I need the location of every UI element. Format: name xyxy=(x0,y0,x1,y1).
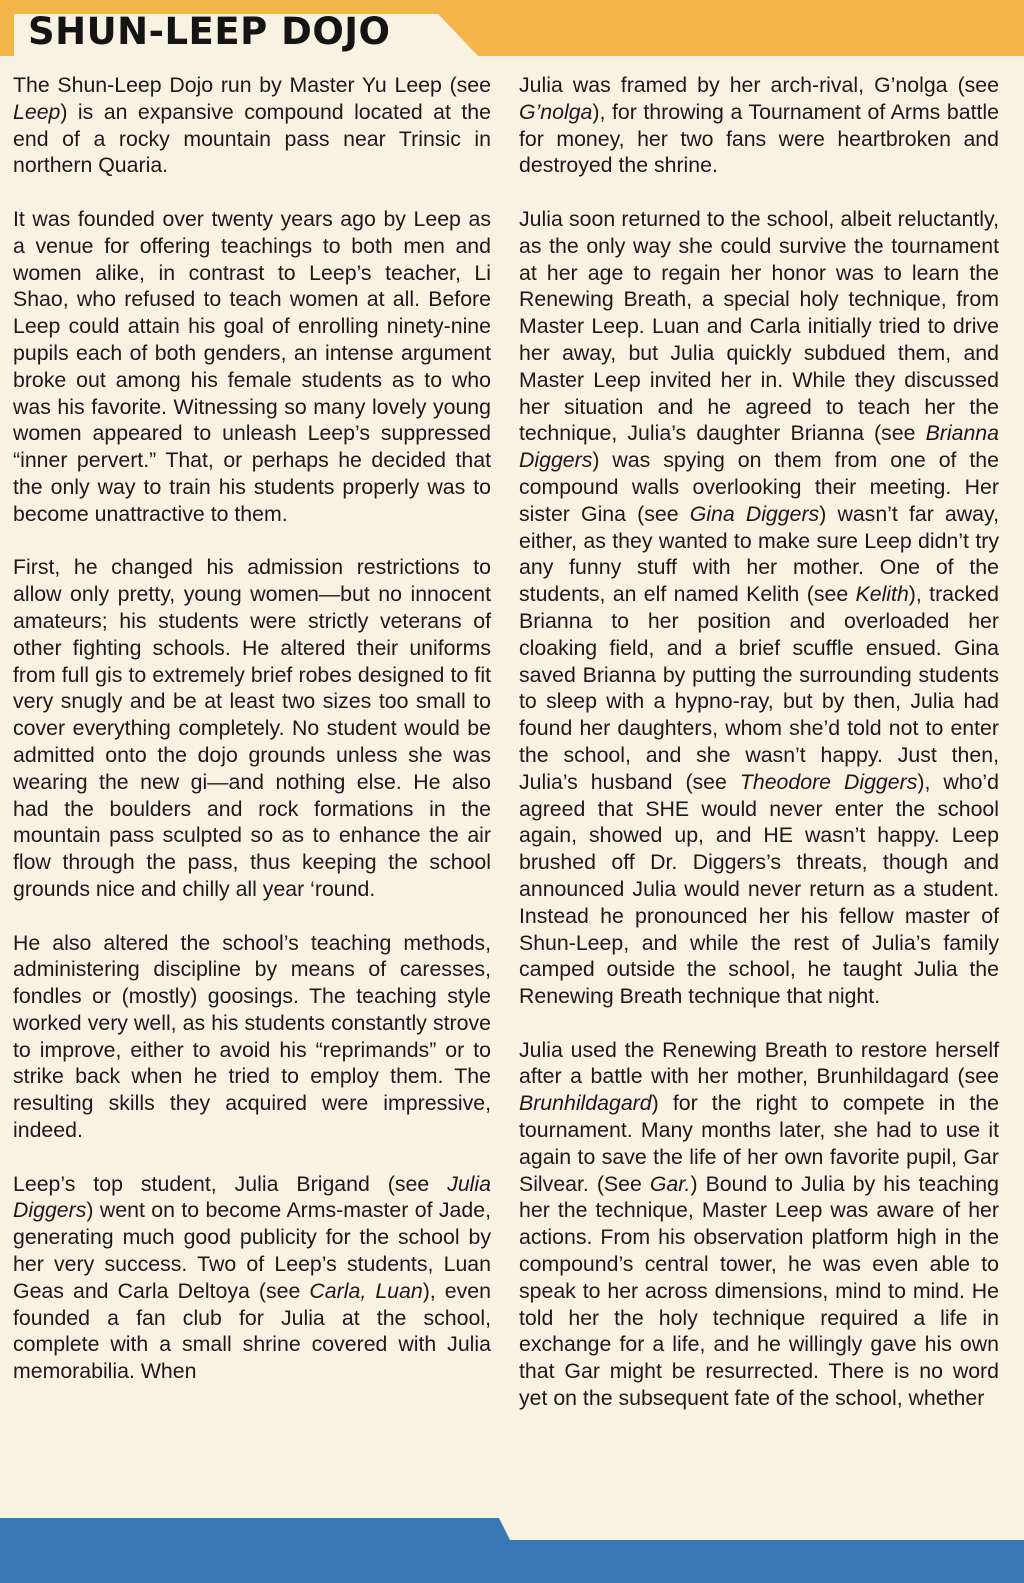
paragraph-text: Julia used the Renewing Breath to restore herself after a battle with her mother, Brunhildagard (see xyxy=(519,1037,999,1089)
cross-reference: Kelith xyxy=(855,582,909,607)
paragraph-text: The Shun-Leep Dojo run by Master Yu Leep (see xyxy=(13,73,491,97)
paragraph-text: ) went on to become Arms-master of Jade, generating much good publicity for the school by her very success. Two of Leep’s students, Luan Geas and Carla Deltoya (see xyxy=(13,1198,491,1303)
paragraph xyxy=(13,930,491,1144)
cross-reference: Gar. xyxy=(649,1171,691,1196)
paragraph xyxy=(519,1037,999,1412)
paragraph-text: First, he changed his admission restrictions to allow only pretty, young women—but no innocent amateurs; his students were strictly veterans of other fighting schools. He altered their uniforms from full gis to extremely brief robes designed to fit very snugly and be at least two sizes too small to cover everything completely. No student would be admitted onto the dojo grounds unless she was wearing the new gi—and nothing else. He also had the boulders and rock formations in the mountain pass sculpted so as to enhance the air flow through the pass, thus keeping the school grounds nice and chilly all year ‘round. xyxy=(13,555,491,901)
footer-text-tab xyxy=(495,1510,1024,1540)
paragraph xyxy=(13,1171,491,1385)
cross-reference: Gina Diggers xyxy=(689,501,820,526)
paragraph-text: ) Bound to Julia by his teaching her the technique, Master Leep was aware of her actions. From his observation platform high in the compound’s central tower, he was even able to speak to her across dimensions, mind to mind. He told her the holy technique required a life in exchange for a life, and he willingly gave his own that Gar might be resurrected. There is no word yet on the subsequent fate of the school, whether xyxy=(519,1171,999,1411)
paragraph-text: ), for throwing a Tournament of Arms battle for money, her two fans were heartbroken and destroyed the shrine. xyxy=(519,99,999,178)
footer-band xyxy=(0,1510,1024,1583)
paragraph xyxy=(13,554,491,902)
paragraph-text: He also altered the school’s teaching methods, administering discipline by means of caresses, fondles or (mostly) goosings. The teaching style worked very well, as his students constantly strove to improve, either to avoid his “reprimands” or to strike back when he tried to employ them. The resulting skills they acquired were impressive, indeed. xyxy=(13,930,491,1143)
cross-reference: Brianna Diggers xyxy=(519,421,999,473)
paragraph-text: ) for the right to compete in the tournament. Many months later, she had to use it again to save the life of her own favorite pupil, Gar Silvear. (See xyxy=(519,1091,999,1196)
paragraph-text: ), tracked Brianna to her position and overloaded her cloaking field, and a brief scuffle ensued. Gina saved Brianna by putting the surrounding students to sleep with a hypno-ray, but by then, Julia had found her daughters, whom she’d told not to enter the school, and she wasn’t happy. Just then, Julia’s husband (see xyxy=(519,582,999,794)
paragraph xyxy=(519,206,999,1010)
paragraph-text: Julia was framed by her arch-rival, G’nolga (see xyxy=(519,73,999,97)
paragraph xyxy=(13,206,491,528)
paragraph xyxy=(13,72,491,179)
paragraph-text: Julia soon returned to the school, albeit reluctantly, as the only way she could survive the tournament at her age to regain her honor was to learn the Renewing Breath, a special holy technique, from Master Leep. Luan and Carla initially tried to drive her away, but Julia quickly subdued them, and Master Leep invited her in. While they discussed her situation and he agreed to teach her the technique, Julia’s daughter Brianna (see xyxy=(519,206,999,446)
right-column xyxy=(519,72,999,1412)
paragraph-text: ) wasn’t far away, either, as they wanted to make sure Leep didn’t try any funny stuff with her mother. One of the students, an elf named Kelith (see xyxy=(519,501,999,607)
paragraph-text: ) is an expansive compound located at the end of a rocky mountain pass near Trinsic in northern Quaria. xyxy=(13,99,491,178)
cross-reference: Leep xyxy=(13,99,61,124)
left-column xyxy=(13,72,491,1385)
cross-reference: Brunhildagard xyxy=(519,1091,652,1116)
paragraph-text: ) was spying on them from one of the compound walls overlooking their meeting. Her sister Gina (see xyxy=(519,448,999,526)
paragraph-text: Leep’s top student, Julia Brigand (see xyxy=(13,1171,448,1196)
cross-reference: G’nolga xyxy=(519,99,593,124)
page-title: SHUN-LEEP DOJO xyxy=(28,10,391,53)
cross-reference: Theodore Diggers xyxy=(739,769,918,794)
header-left-strip xyxy=(0,0,14,56)
paragraph-text: ), even founded a fan club for Julia at the school, complete with a small shrine covered with Julia memorabilia. When xyxy=(13,1278,491,1384)
paragraph-text: ), who’d agreed that SHE would never enter the school again, showed up, and HE wasn’t happy. Leep brushed off Dr. Diggers’s threats, though and announced Julia would never return as a student. Instead he pronounced her his fellow master of Shun-Leep, and while the rest of Julia’s family camped outside the school, he taught Julia the Renewing Breath technique that night. xyxy=(519,769,999,1009)
paragraph-text: It was founded over twenty years ago by Leep as a venue for offering teachings to both men and women alike, in contrast to Leep’s teacher, Li Shao, who refused to teach women at all. Before Leep could attain his goal of enrolling ninety-nine pupils each of both genders, an intense argument broke out among his female students as to who was his favorite. Witnessing so many lovely young women appeared to unleash Leep’s suppressed “inner pervert.” That, or perhaps he decided that the only way to train his students properly was to become unattractive to them. xyxy=(13,206,491,526)
cross-reference: Julia Diggers xyxy=(13,1171,491,1223)
paragraph xyxy=(519,72,999,179)
cross-reference: Carla, Luan xyxy=(309,1278,423,1303)
